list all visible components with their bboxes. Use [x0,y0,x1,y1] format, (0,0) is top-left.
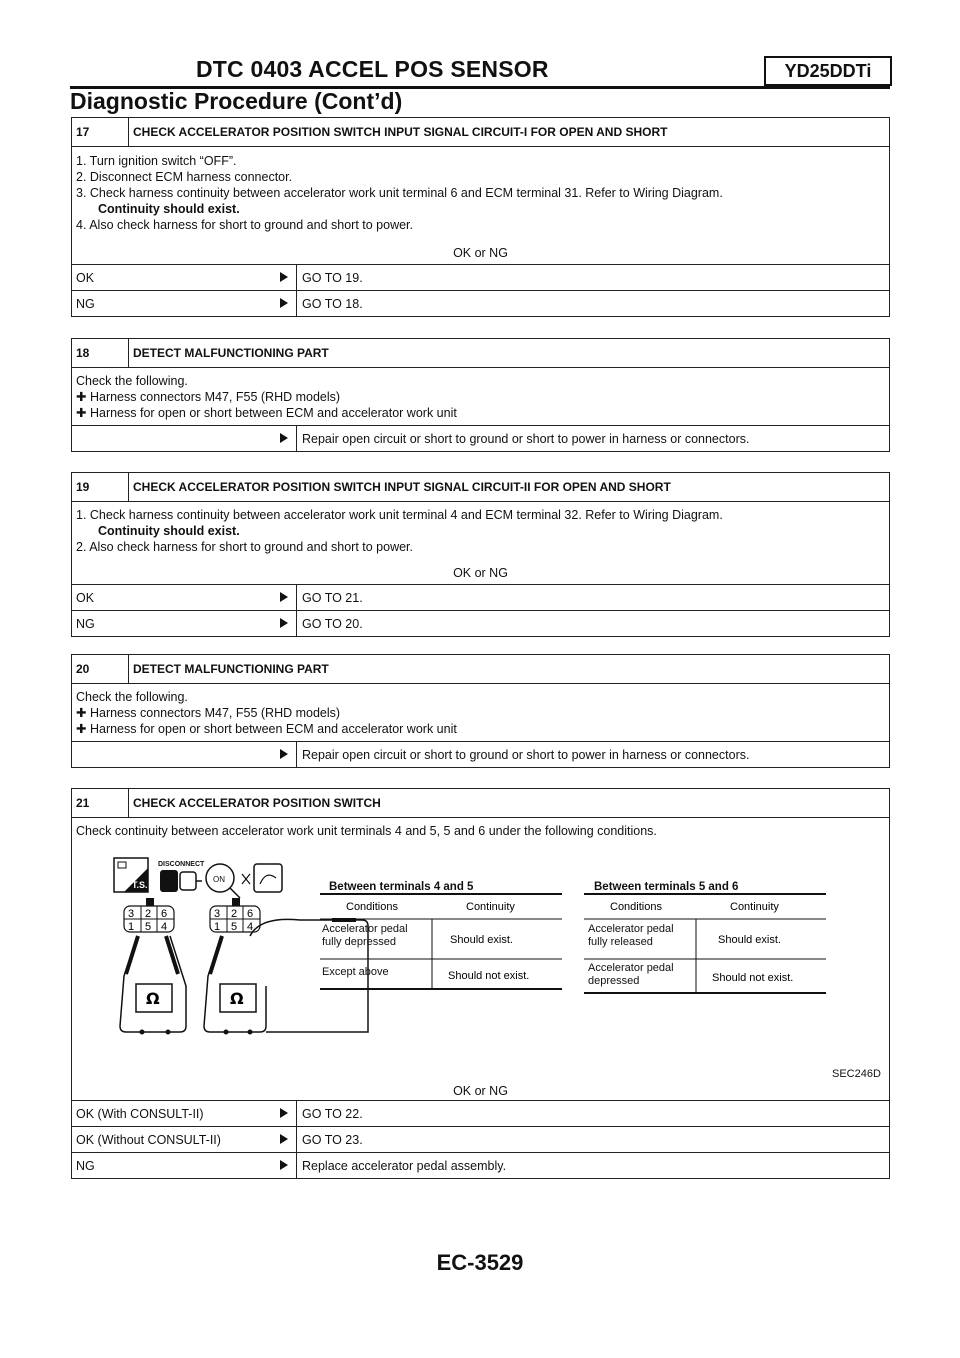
step-heading: CHECK ACCELERATOR POSITION SWITCH [133,796,381,810]
result-row [72,610,889,636]
result-label: NG [76,617,95,631]
bullet-item: ✚ Harness for open or short between ECM and accelerator work unit [76,406,457,420]
svg-text:4: 4 [247,921,254,933]
svg-text:Should exist.: Should exist. [450,934,513,946]
ignition-on-icon [206,864,240,898]
result-action: Replace accelerator pedal assembly. [302,1159,507,1173]
table2-caption: Between terminals 5 and 6 [594,881,739,893]
step-21-block [71,788,890,1179]
result-action: GO TO 19. [302,271,363,285]
svg-text:6: 6 [247,908,254,920]
step-body [72,146,889,264]
table1-condition-2: Except above [322,966,389,978]
arrow-right-icon [280,272,288,282]
step-number: 19 [76,480,90,494]
instruction-line: 1. Check harness continuity between accelerator work unit terminal 4 and ECM terminal 32. Refer to Wiring Diagram. [76,508,723,522]
svg-text:6: 6 [161,908,168,920]
svg-text:Continuity: Continuity [466,901,515,913]
bullet-icon: ✚ [76,722,87,736]
step-header [72,655,889,683]
result-action: GO TO 22. [302,1107,363,1121]
arrow-right-icon [280,749,288,759]
svg-text:Should not exist.: Should not exist. [712,972,794,984]
arrow-right-icon [280,592,288,602]
svg-text:3: 3 [214,908,221,920]
svg-text:1: 1 [128,921,135,933]
instruction-line: Check the following. [76,690,188,704]
step-number: 21 [76,796,90,810]
result-label: OK [76,271,95,285]
svg-text:Conditions: Conditions [346,901,398,913]
step-body [72,367,889,425]
svg-text:1: 1 [214,921,221,933]
step-20-block [71,654,890,768]
result-row [72,290,889,316]
page-subtitle: Diagnostic Procedure (Cont’d) [70,88,403,114]
instruction-spec: Continuity should exist. [98,524,240,538]
step-17-block [71,117,890,317]
svg-text:ON: ON [213,875,225,884]
result-action: Repair open circuit or short to ground or short to power in harness or connectors. [302,432,750,446]
svg-text:4: 4 [161,921,168,933]
result-row [72,264,889,290]
step-18-block [71,338,890,452]
svg-text:Should exist.: Should exist. [718,934,781,946]
result-row [72,584,889,610]
svg-text:2: 2 [145,908,152,920]
result-row [72,1100,889,1126]
instruction-line: Check continuity between accelerator work unit terminals 4 and 5, 5 and 6 under the following conditions. [76,824,657,838]
bullet-item: ✚ Harness connectors M47, F55 (RHD models) [76,706,341,720]
svg-text:DISCONNECT: DISCONNECT [158,861,205,868]
instruction-spec: Continuity should exist. [98,202,240,216]
connector-right [210,898,260,933]
svg-text:5: 5 [231,921,238,933]
page-number: EC-3529 [436,1250,524,1275]
step-header [72,473,889,501]
table2-condition-2: Accelerator pedal depressed [588,962,674,987]
result-action: Repair open circuit or short to ground or short to power in harness or connectors. [302,748,750,762]
arrow-right-icon [280,1108,288,1118]
ok-or-ng-label: OK or NG [453,566,508,580]
result-row [72,741,889,767]
table1-condition-1: Accelerator pedal fully depressed [322,923,408,948]
step-19-block [71,472,890,637]
instruction-line: 2. Disconnect ECM harness connector. [76,170,293,184]
result-label: NG [76,1159,95,1173]
step-heading: CHECK ACCELERATOR POSITION SWITCH INPUT SIGNAL CIRCUIT-I FOR OPEN AND SHORT [133,125,668,139]
arrow-right-icon [280,618,288,628]
table1-caption: Between terminals 4 and 5 [329,881,474,893]
instruction-line: Check the following. [76,374,188,388]
result-row [72,1126,889,1152]
ts-icon [114,858,148,892]
connector-left [124,898,174,933]
arrow-right-icon [280,1134,288,1144]
result-action: GO TO 23. [302,1133,363,1147]
step-heading: DETECT MALFUNCTIONING PART [133,346,329,360]
step-number: 17 [76,125,90,139]
result-label: OK (Without CONSULT-II) [76,1133,221,1147]
result-label: OK [76,591,95,605]
step-header [72,789,889,817]
svg-text:Conditions: Conditions [610,901,662,913]
bullet-item: ✚ Harness for open or short between ECM and accelerator work unit [76,722,457,736]
bullet-item: ✚ Harness connectors M47, F55 (RHD models) [76,390,341,404]
svg-text:2: 2 [231,908,238,920]
svg-text:T.S.: T.S. [132,880,148,890]
bullet-icon: ✚ [76,406,87,420]
result-row [72,1152,889,1178]
step-heading: DETECT MALFUNCTIONING PART [133,662,329,676]
step-number: 18 [76,346,90,360]
result-row [72,425,889,451]
result-action: GO TO 21. [302,591,363,605]
meter-icon [242,864,282,892]
result-action: GO TO 20. [302,617,363,631]
result-action: GO TO 18. [302,297,363,311]
svg-text:Ω: Ω [230,989,244,1008]
arrow-right-icon [280,433,288,443]
figure-code: SEC246D [832,1068,881,1080]
svg-text:3: 3 [128,908,135,920]
ok-or-ng-label: OK or NG [453,1084,508,1098]
svg-text:5: 5 [145,921,152,933]
ohmmeter-left [120,936,186,1035]
instruction-line: 2. Also check harness for short to ground and short to power. [76,540,413,554]
arrow-right-icon [280,1160,288,1170]
engine-badge: YD25DDTi [764,56,892,86]
ok-or-ng-label: OK or NG [453,246,508,260]
arrow-right-icon [280,298,288,308]
step-body [72,683,889,741]
instruction-line: 3. Check harness continuity between accelerator work unit terminal 6 and ECM terminal 31. Refer to Wiring Diagram. [76,186,723,200]
table2-condition-1: Accelerator pedal fully released [588,923,674,948]
disconnect-icon [158,861,205,892]
step-body [72,501,889,584]
svg-text:Continuity: Continuity [730,901,779,913]
instruction-line: 1. Turn ignition switch “OFF”. [76,154,237,168]
svg-text:Should not exist.: Should not exist. [448,970,530,982]
bullet-icon: ✚ [76,390,87,404]
svg-text:Ω: Ω [146,989,160,1008]
step-number: 20 [76,662,90,676]
step-body [72,817,889,1100]
step-header [72,118,889,146]
instruction-line: 4. Also check harness for short to ground and short to power. [76,218,413,232]
result-label: OK (With CONSULT-II) [76,1107,204,1121]
step-heading: CHECK ACCELERATOR POSITION SWITCH INPUT SIGNAL CIRCUIT-II FOR OPEN AND SHORT [133,480,671,494]
result-label: NG [76,297,95,311]
step-header [72,339,889,367]
page-title: DTC 0403 ACCEL POS SENSOR [196,56,549,82]
bullet-icon: ✚ [76,706,87,720]
